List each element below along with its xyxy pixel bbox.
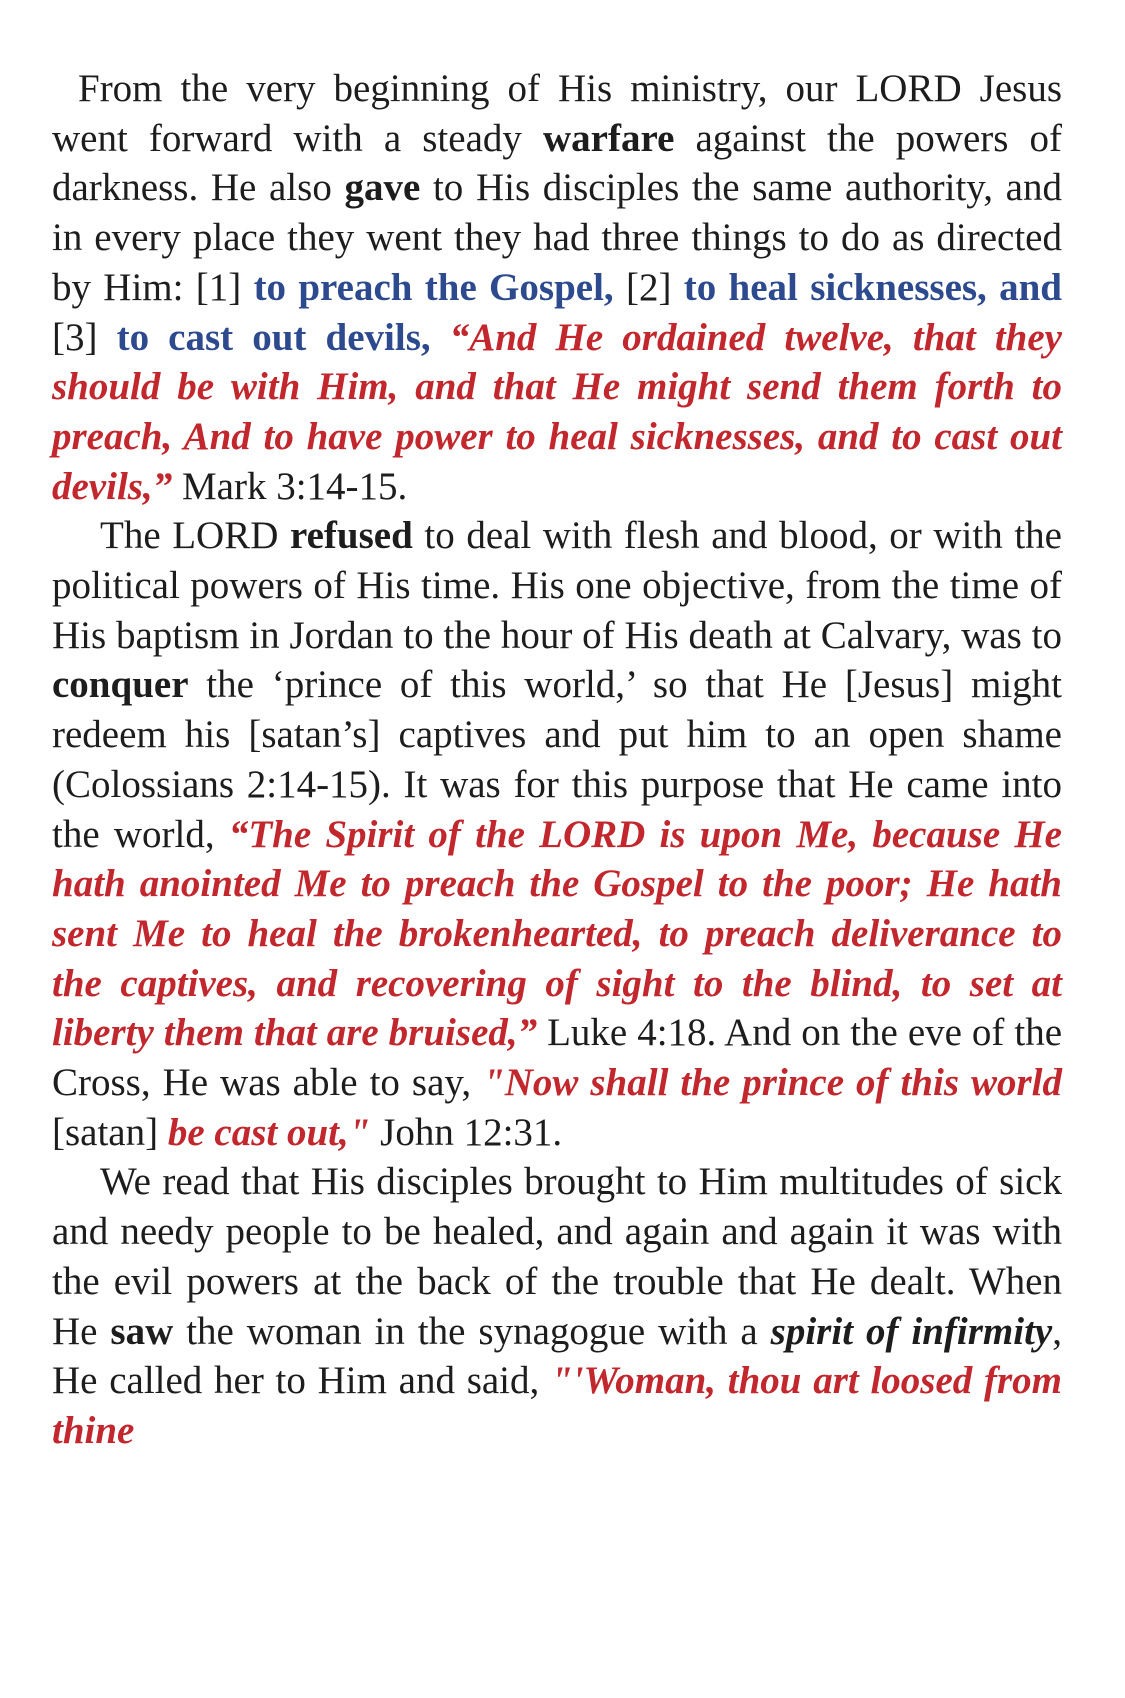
text-run: , He called her to Him and said, <box>52 1309 1062 1403</box>
paragraph-1 <box>52 64 1062 511</box>
bold-emphasis: refused <box>290 514 413 558</box>
text-run: to deal with flesh and blood, or with the political powers of His time. His one objective, from the time of His baptism in Jordan to the hour of His death at Calvary, was to <box>52 514 1062 657</box>
text-run: We read that His disciples brought to Him multitudes of sick and needy people to be healed, and again and again it was with the evil powers at the back of the trouble that He dealt. When He <box>52 1160 1062 1353</box>
scripture-quote: be cast out," <box>167 1110 371 1154</box>
blue-emphasis: to preach the Gospel, <box>253 265 614 309</box>
italic-emphasis: spirit of infirmity <box>770 1309 1053 1353</box>
document-page <box>52 64 1062 1456</box>
text-run: The LORD <box>100 514 290 558</box>
text-run: [2] <box>613 265 684 309</box>
bold-emphasis: gave <box>344 166 421 210</box>
scripture-quote: “And He ordained twelve, that they should be with Him, and that He might send them forth to preach, And to have power to heal sicknesses, and to cast out devils,” <box>52 315 1062 508</box>
text-run: Luke 4:18. And on the eve of the Cross, He was able to say, <box>52 1011 1062 1105</box>
paragraph-2 <box>52 511 1062 1157</box>
text-run: John 12:31. <box>370 1110 563 1154</box>
blue-emphasis: to heal sicknesses, and <box>683 265 1062 309</box>
text-run: [satan] <box>52 1110 168 1154</box>
text-run: the woman in the synagogue with a <box>173 1309 771 1353</box>
bold-emphasis: warfare <box>543 116 675 160</box>
scripture-quote: "Now shall the prince of this world <box>483 1061 1062 1105</box>
text-run <box>431 316 450 359</box>
text-run: From the very beginning of His ministry, our LORD Jesus went forward with a steady <box>52 67 1062 160</box>
text-run: to His disciples the same authority, and in every place they went they had three things to do as directed by Him: [1] <box>52 166 1062 309</box>
bold-emphasis: conquer <box>52 663 189 707</box>
blue-emphasis: to cast out devils, <box>116 315 431 359</box>
text-run: the ‘prince of this world,’ so that He [Jesus] might redeem his [satan’s] captives and put him to an open shame (Colossians 2:14-15). It was for this purpose that He came into the world, <box>52 663 1062 856</box>
scripture-quote: “The Spirit of the LORD is upon Me, because He hath anointed Me to preach the Gospel to the poor; He hath sent Me to heal the brokenhearted, to preach deliverance to the captives, and recovering of sight to the blind, to set at liberty them that are bruised,” <box>52 812 1062 1055</box>
paragraph-3 <box>52 1157 1062 1455</box>
text-run: Mark 3:14-15. <box>172 464 408 508</box>
bold-emphasis: saw <box>110 1309 174 1353</box>
scripture-quote: "'Woman, thou art loosed from thine <box>52 1359 1062 1452</box>
text-run: against the powers of darkness. He also <box>52 116 1062 210</box>
text-run: [3] <box>52 315 117 359</box>
